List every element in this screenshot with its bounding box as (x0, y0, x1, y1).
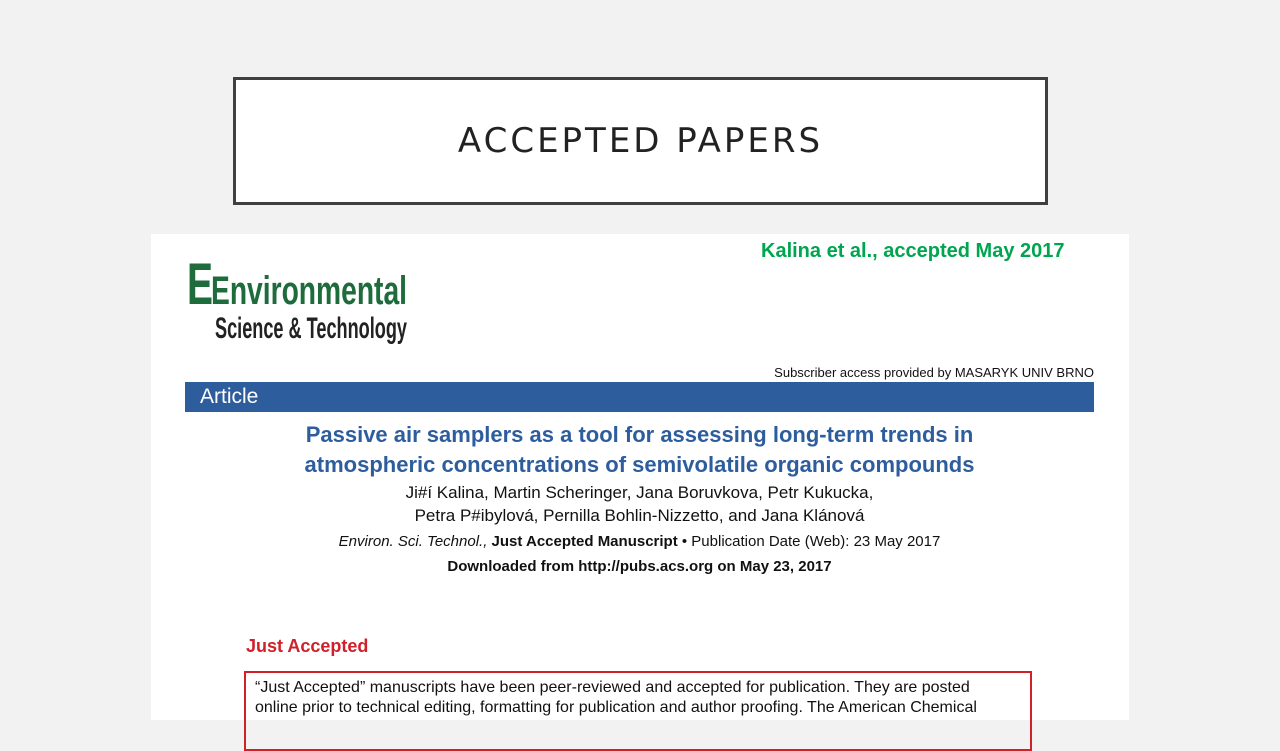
publication-date: • Publication Date (Web): 23 May 2017 (681, 533, 941, 550)
journal-abbrev: Environ. Sci. Technol., (338, 533, 488, 550)
svg-text:E: E (187, 252, 213, 317)
author-line: Ji#í Kalina, Martin Scheringer, Jana Boruvkova, Petr Kukucka, (405, 483, 874, 502)
author-line: Petra P#ibylová, Pernilla Bohlin-Nizzetto, and Jana Klánová (414, 506, 865, 525)
just-accepted-notice (244, 671, 1032, 751)
section-label: Article (200, 385, 259, 408)
access-line: Subscriber access provided by MASARYK UNIV BRNO (774, 365, 1094, 380)
citation-note: Kalina et al., accepted May 2017 (761, 240, 1065, 262)
paper-title-line: atmospheric concentrations of semivolatile organic compounds (304, 452, 975, 477)
journal-logo (185, 252, 415, 352)
notice-line: online prior to technical editing, formatting for publication and author proofing. The American Chemical (255, 699, 977, 716)
just-accepted-heading: Just Accepted (246, 636, 369, 656)
author-list (185, 481, 1094, 527)
slide-title: ACCEPTED PAPERS (457, 121, 824, 161)
notice-line: “Just Accepted” manuscripts have been peer-reviewed and accepted for publication. They are posted (255, 679, 970, 696)
downloaded-line: Downloaded from http://pubs.acs.org on May 23, 2017 (447, 558, 832, 575)
publication-info (185, 533, 1094, 550)
paper-title-line: Passive air samplers as a tool for assessing long-term trends in (305, 422, 974, 447)
logo-text-environmental: Environmental (211, 269, 407, 313)
slide-title-box (233, 77, 1048, 205)
paper-title (185, 420, 1094, 480)
logo-text-science-technology: Science & Technology (215, 312, 408, 345)
paper-screenshot (151, 234, 1129, 720)
article-bar (185, 382, 1094, 412)
manuscript-status: Just Accepted Manuscript (491, 533, 678, 550)
